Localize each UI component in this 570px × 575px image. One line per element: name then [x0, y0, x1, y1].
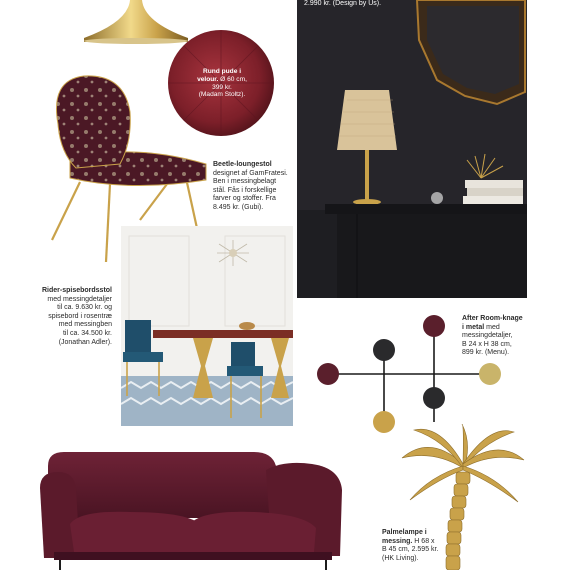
rider-chair-caption: Rider-spisebordsstol med messingdetaljer til ca. 9.630 kr. og spisebord i rosentræ med messingben til ca. 34.500 kr. (Jonathan Adler).	[41, 287, 112, 346]
dining-room-photo	[121, 226, 293, 426]
beetle-chair-caption: Beetle-loungestol designet af GamFratesi. Ben i messingbelagt stål. Fås i forskellige farver og stoffer. Fra 8.495 kr. (Gubi).	[213, 161, 288, 211]
pillow-caption: Rund pude i velour. Ø 60 cm, 399 kr. (Madam Stoltz).	[197, 68, 247, 99]
palm-lamp-caption: Palmelampe i messing. H 68 x B 45 cm, 2.595 kr. (HK Living).	[382, 529, 439, 562]
top-right-caption-fragment: 2.990 kr. (Design by Us).	[304, 0, 382, 7]
dark-room-photo	[297, 0, 527, 298]
velvet-sofa-image	[40, 448, 344, 570]
coat-hanger-caption: After Room-knage i metal med messingdetaljer, B 24 x H 38 cm, 899 kr. (Menu).	[462, 315, 523, 357]
